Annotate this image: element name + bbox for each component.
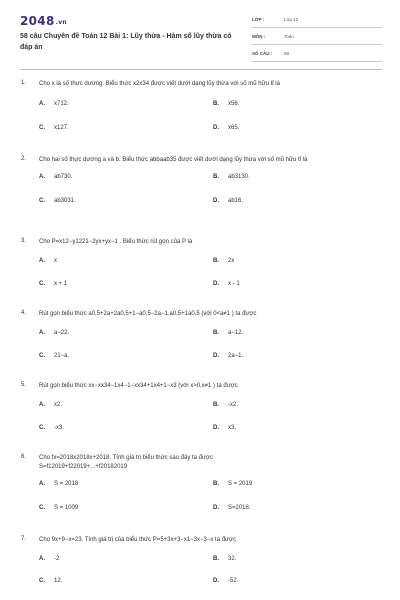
question-item (20, 536, 382, 600)
option-text: 2a−1. (228, 353, 244, 359)
logo-text: 2048 (20, 14, 55, 28)
option-letter: D. (213, 281, 219, 287)
option-text: ab16. (228, 198, 244, 204)
answer-option-d[interactable] (213, 578, 238, 584)
option-text: x + 1 (54, 281, 68, 287)
option-letter: B. (213, 330, 219, 336)
header-divider (20, 69, 382, 70)
meta-label-count: SỐ CÂU : (252, 51, 273, 56)
option-text: 32. (228, 556, 237, 562)
option-text: S = 2019 (228, 481, 253, 487)
question-number: 4. (21, 310, 27, 316)
option-text: S = 2018 (54, 481, 79, 487)
question-text: Cho 9x+9−x=23. Tính giá trị của biểu thức P=5+3x+3−x1−3x−3−x ta được (39, 537, 236, 543)
meta-row-subject (252, 31, 382, 45)
answer-option-b[interactable] (213, 402, 238, 408)
option-text: a−22. (54, 330, 70, 336)
logo-tld: .vn (55, 19, 67, 26)
option-letter: C. (39, 281, 45, 287)
option-text: S=2018. (228, 505, 251, 511)
answer-option-b[interactable] (213, 481, 252, 487)
answer-option-c[interactable] (39, 125, 69, 131)
question-list (20, 80, 382, 600)
option-text: x56. (228, 101, 240, 107)
question-item (20, 238, 382, 310)
option-letter: D. (213, 198, 219, 204)
option-letter: A. (39, 101, 45, 107)
answer-option-a[interactable] (39, 481, 78, 487)
option-letter: C. (39, 425, 45, 431)
answer-option-d[interactable] (213, 425, 236, 431)
option-letter: C. (39, 125, 45, 131)
answer-option-d[interactable] (213, 505, 251, 511)
document-title: 58 câu Chuyên đề Toán 12 Bài 1: Lũy thừa - Hàm số lũy thừa có đáp án (20, 33, 232, 51)
option-text: x (54, 258, 57, 264)
answer-options (20, 391, 382, 435)
question-text: Cho fx=2018x2018x+2018. Tính giá trị biểu thức sau đây ta được S=f12019+f22019+...+f20182019 (39, 455, 213, 470)
option-letter: A. (39, 556, 45, 562)
option-text: S = 1009 (54, 505, 79, 511)
meta-value-subject: Toán (284, 34, 294, 39)
answer-option-d[interactable] (213, 281, 240, 287)
option-text: -2 (54, 556, 60, 562)
option-letter: B. (213, 556, 219, 562)
question-text: Rút gọn biểu thức xx−xx34−1x4−1−xx34+1x4+1−x3 (với x>0,x≠1 ) ta được (39, 383, 238, 389)
question-number: 6. (21, 454, 27, 460)
document-meta (252, 14, 382, 65)
question-number: 1. (21, 80, 27, 86)
option-text: x - 1 (228, 281, 240, 287)
answer-option-b[interactable] (213, 174, 250, 180)
answer-options (20, 319, 382, 363)
answer-options (20, 472, 382, 516)
answer-option-a[interactable] (39, 101, 69, 107)
question-text: Rút gọn biểu thức a0,5+2a+2a0,5+1−a0,5−2a−1.a0,5+1a0,5 (với 0<a≠1 ) ta được (39, 311, 257, 317)
answer-options (20, 165, 382, 209)
answer-option-c[interactable] (39, 281, 67, 287)
answer-option-d[interactable] (213, 125, 239, 131)
option-text: ab3031. (54, 198, 76, 204)
option-text: x127. (54, 125, 69, 131)
answer-option-b[interactable] (213, 556, 236, 562)
option-text: x3. (228, 425, 237, 431)
answer-option-a[interactable] (39, 330, 69, 336)
option-text: x65. (228, 125, 240, 131)
question-text: Cho x là số thực dương. Biểu thức x2x34 được viết dưới dạng lũy thừa với số mũ hữu tỉ là (39, 81, 280, 87)
answer-options (20, 89, 382, 133)
option-letter: B. (213, 481, 219, 487)
option-letter: B. (213, 258, 219, 264)
option-text: ab730. (54, 174, 73, 180)
question-number: 5. (21, 382, 27, 388)
question-number: 7. (21, 536, 27, 542)
answer-option-d[interactable] (213, 198, 243, 204)
question-item (20, 156, 382, 238)
option-text: ab3130. (228, 174, 250, 180)
option-text: 21−a. (54, 353, 70, 359)
option-text: x2. (54, 402, 63, 408)
option-letter: A. (39, 174, 45, 180)
option-letter: B. (213, 402, 219, 408)
answer-option-b[interactable] (213, 258, 234, 264)
answer-options (20, 545, 382, 589)
meta-row-count (252, 48, 382, 62)
answer-option-c[interactable] (39, 578, 62, 584)
answer-option-a[interactable] (39, 174, 72, 180)
question-text: Cho hai số thực dương a và b. Biểu thức abbaab35 được viết dưới dạng lũy thừa với số mũ hữu tỉ là (39, 157, 308, 163)
option-text: x712. (54, 101, 69, 107)
option-letter: D. (213, 425, 219, 431)
option-letter: D. (213, 353, 219, 359)
answer-option-c[interactable] (39, 425, 64, 431)
option-text: -x2. (228, 402, 239, 408)
option-letter: D. (213, 505, 219, 511)
answer-option-c[interactable] (39, 353, 69, 359)
option-letter: A. (39, 258, 45, 264)
option-letter: B. (213, 174, 219, 180)
answer-option-a[interactable] (39, 258, 57, 264)
answer-option-c[interactable] (39, 198, 76, 204)
question-item (20, 310, 382, 382)
question-item (20, 80, 382, 156)
answer-option-d[interactable] (213, 353, 243, 359)
answer-option-b[interactable] (213, 101, 239, 107)
option-text: -52. (228, 578, 239, 584)
option-text: -x3. (54, 425, 65, 431)
answer-option-a[interactable] (39, 402, 62, 408)
answer-options (20, 247, 382, 291)
option-text: a−12. (228, 330, 244, 336)
option-letter: D. (213, 578, 219, 584)
question-number: 3. (21, 238, 27, 244)
meta-value-count: 58 (284, 51, 290, 56)
meta-value-grade: Lớp 12 (284, 17, 299, 22)
meta-row-grade (252, 14, 382, 28)
option-letter: A. (39, 330, 45, 336)
option-letter: A. (39, 481, 45, 487)
option-text: 2x (228, 258, 235, 264)
option-letter: B. (213, 101, 219, 107)
meta-label-grade: LỚP : (252, 17, 265, 22)
option-letter: C. (39, 578, 45, 584)
meta-label-subject: MÔN : (252, 34, 266, 39)
option-letter: A. (39, 402, 45, 408)
question-text: Cho P=x12−y1221−2yx+yx−1 . Biểu thức rút gọn của P là (39, 239, 193, 245)
option-text: 12. (54, 578, 63, 584)
question-item (20, 454, 382, 536)
option-letter: C. (39, 353, 45, 359)
question-number: 2. (21, 156, 27, 162)
answer-option-a[interactable] (39, 556, 59, 562)
answer-option-c[interactable] (39, 505, 78, 511)
document-header (0, 0, 400, 70)
option-letter: D. (213, 125, 219, 131)
option-letter: C. (39, 198, 45, 204)
question-item (20, 382, 382, 454)
answer-option-b[interactable] (213, 330, 243, 336)
option-letter: C. (39, 505, 45, 511)
site-logo[interactable] (20, 14, 67, 28)
